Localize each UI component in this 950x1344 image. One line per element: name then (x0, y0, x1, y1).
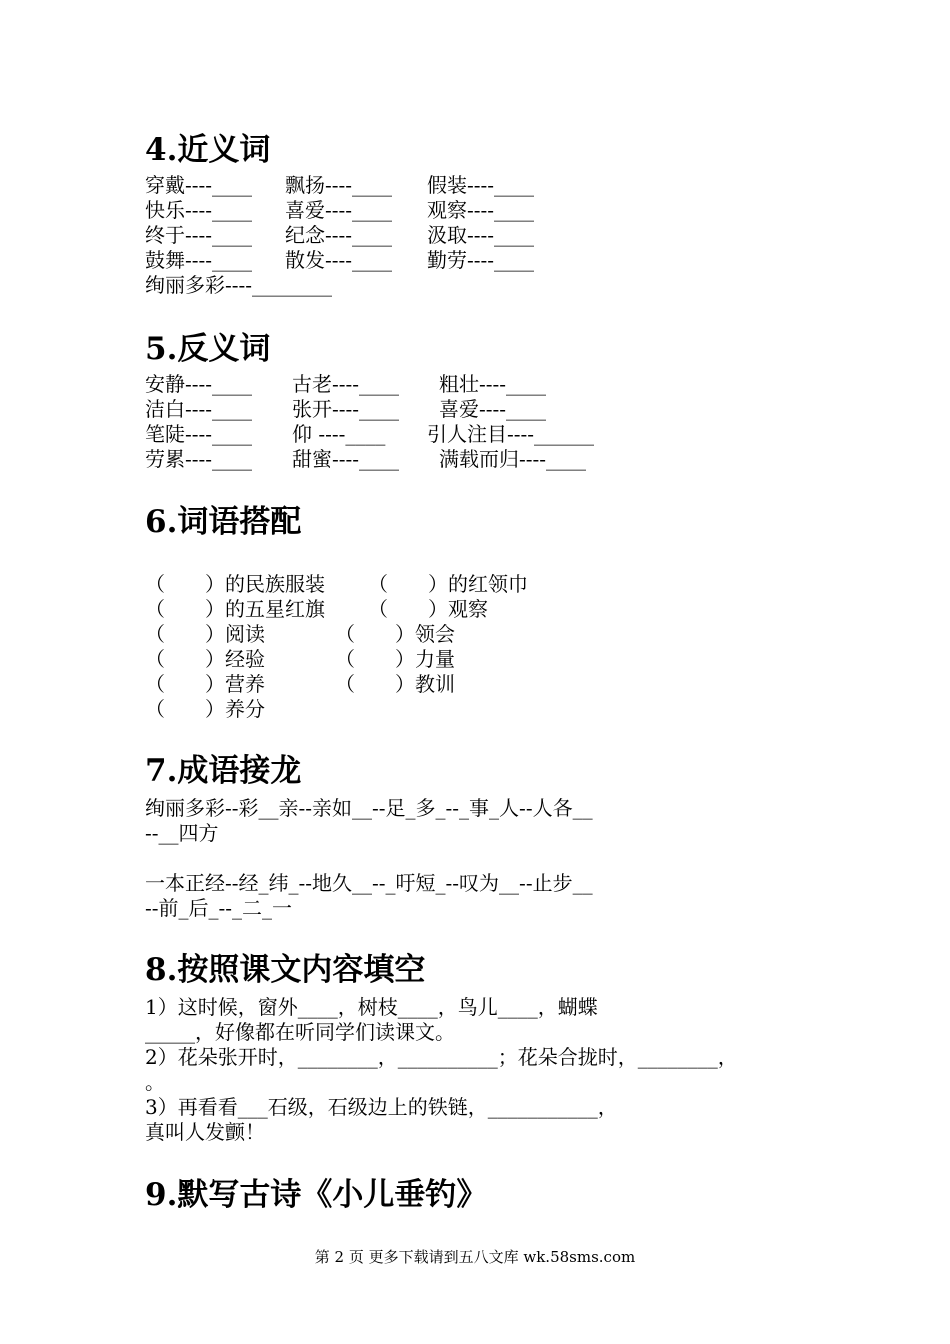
idiom-chain-line: --__四方 (145, 821, 219, 845)
synonym-item: 纪念----____ (285, 223, 393, 247)
synonym-item: 汲取----____ (427, 223, 535, 247)
synonym-item: 假装----____ (427, 173, 535, 197)
synonym-item: 穿戴----____ (145, 173, 253, 197)
synonym-item: 快乐----____ (145, 198, 253, 222)
fill-blank-line: 真叫人发颤！ (145, 1120, 265, 1144)
pairing-item: （ ）营养 (145, 672, 265, 696)
antonym-item: 粗壮----____ (439, 372, 547, 396)
synonym-item: 飘扬----____ (285, 173, 393, 197)
synonym-item: 鼓舞----____ (145, 248, 253, 272)
section-6-title: 6.词语搭配 (145, 504, 302, 540)
antonym-item: 引人注目----______ (427, 422, 595, 446)
pairing-item: （ ）领会 (335, 622, 455, 646)
antonym-item: 张开----____ (292, 397, 400, 421)
page-footer: 第 2 页 更多下载请到五八文库 wk.58sms.com (314, 1248, 636, 1266)
synonym-item: 勤劳----____ (427, 248, 535, 272)
pairing-item: （ ）阅读 (145, 622, 265, 646)
idiom-chain-line: 绚丽多彩--彩__亲--亲如__--足_多_--_事_人--人各__ (145, 796, 593, 820)
section-8-title: 8.按照课文内容填空 (145, 952, 426, 988)
fill-blank-line: 2）花朵张开时，________，__________；花朵合拢时，________， (145, 1045, 738, 1069)
synonym-item: 喜爱----____ (285, 198, 393, 222)
synonym-item: 散发----____ (285, 248, 393, 272)
pairing-item: （ ）养分 (145, 697, 265, 721)
synonym-item: 终于----____ (145, 223, 253, 247)
pairing-item: （ ）的红领巾 (368, 572, 528, 596)
antonym-item: 满载而归----____ (439, 447, 587, 471)
pairing-item: （ ）经验 (145, 647, 265, 671)
synonym-item: 观察----____ (427, 198, 535, 222)
antonym-item: 古老----____ (292, 372, 400, 396)
section-5-title: 5.反义词 (145, 331, 271, 367)
section-7-title: 7.成语接龙 (145, 753, 302, 789)
fill-blank-line: 1）这时候，窗外____，树枝____，鸟儿____，蝴蝶 (145, 995, 598, 1019)
pairing-item: （ ）的民族服装 (145, 572, 325, 596)
pairing-item: （ ）观察 (368, 597, 488, 621)
antonym-item: 安静----____ (145, 372, 253, 396)
fill-blank-line: 。 (145, 1070, 165, 1094)
synonym-item: 绚丽多彩----________ (145, 273, 333, 297)
idiom-chain-line: 一本正经--经_纬_--地久__--_吁短_--叹为__--止步__ (145, 871, 593, 895)
pairing-item: （ ）力量 (335, 647, 455, 671)
fill-blank-line: _____，好像都在听同学们读课文。 (145, 1020, 455, 1044)
antonym-item: 甜蜜----____ (292, 447, 400, 471)
section-9-title: 9.默写古诗《小儿垂钓》 (145, 1177, 488, 1213)
antonym-item: 仰 ----____ (292, 422, 386, 446)
pairing-item: （ ）的五星红旗 (145, 597, 325, 621)
antonym-item: 笔陡----____ (145, 422, 253, 446)
antonym-item: 劳累----____ (145, 447, 253, 471)
fill-blank-line: 3）再看看___石级，石级边上的铁链，___________， (145, 1095, 618, 1119)
section-4-title: 4.近义词 (145, 132, 271, 168)
antonym-item: 喜爱----____ (439, 397, 547, 421)
idiom-chain-line: --前_后_--_二_一 (145, 896, 293, 920)
pairing-item: （ ）教训 (335, 672, 455, 696)
antonym-item: 洁白----____ (145, 397, 253, 421)
